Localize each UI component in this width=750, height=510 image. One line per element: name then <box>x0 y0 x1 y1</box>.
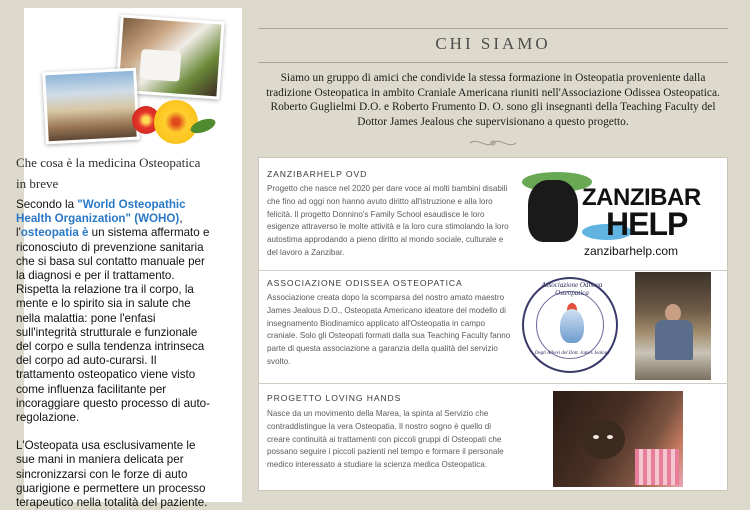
james-jealous-photo <box>635 272 711 380</box>
osteopath-description: L'Osteopata usa esclusivamente le sue mani in maniera delicata per sincronizzarsi con le forze di auto guarigione e permettere un processo terapeutico nella totalità del paziente. <box>16 439 208 510</box>
hand-icon <box>528 180 578 242</box>
section-divider <box>258 270 728 271</box>
dove-icon <box>560 309 584 343</box>
seal-top-text: Associazione Odissea Osteopatica <box>541 281 603 297</box>
left-heading: Che cosa è la medicina Osteopatica in breve <box>16 155 201 191</box>
osteopatia-term: osteopatia è <box>20 226 89 240</box>
ornament-icon <box>468 136 518 150</box>
odissea-seal-logo <box>522 277 618 373</box>
section-title-loving-hands: PROGETTO LOVING HANDS <box>267 393 402 403</box>
section-title-odissea: ASSOCIAZIONE ODISSEA OSTEOPATICA <box>267 278 463 288</box>
section-text-loving-hands: Nasce da un movimento della Marea, la spinta al Servizio che contraddistingue la vera Osteopatia. Il nostro sogno è quello di creare continuità ai trattamenti con piccoli gruppi di Osteopati che possano seguire i piccoli pazienti nel tempo e formare il personale medico interessato a studiare la scienza medica Osteopatica. <box>267 409 504 470</box>
osteopathy-definition: Secondo la "World Osteopathic Health Organization" (WOHO), l'osteopatia è un sistema affermato e riconosciuto di prevenzione sanitaria che si basa sul contatto manuale per la diagnosi e per il trattamento. Rispetta la relazione tra il corpo, la mente e lo spirito sia in salute che nella malattia: pone l'enfasi sull'integrità strutturale e funzionale del corpo e sulla tendenza intrinseca del corpo ad auto-curarsi. Il trattamento osteopatico viene visto come influenza facilitante per incoraggiare questo processo di auto-regolazione. <box>16 198 210 425</box>
section-title-zanzibarhelp: ZANZIBARHELP OVD <box>267 169 368 179</box>
title-rule-bottom <box>258 62 728 63</box>
intro-text: Siamo un gruppo di amici che condivide la stessa formazione in Osteopatia proveniente dalla tradizione Osteopatica in ambito Craniale Americana riuniti nell'Associazione Odissea Osteopatica. Roberto Guglielmi D.O. e Roberto Frumento D. O. sono gli insegnanti della Teaching Faculty del Dottor James Jealous che supervisionano a questo progetto. <box>266 72 720 128</box>
child-treatment-photo <box>553 391 683 487</box>
title-rule-top <box>258 28 728 29</box>
logo-url: zanzibarhelp.com <box>584 244 679 258</box>
hibiscus-flower-icon <box>154 100 198 144</box>
logo-word-help: HELP <box>606 206 688 242</box>
page-title: CHI SIAMO <box>435 34 551 53</box>
section-divider <box>258 383 728 384</box>
woho-link[interactable]: "World Osteopathic Health Organization" (WOHO) <box>16 198 186 226</box>
zanzibarhelp-logo[interactable] <box>522 170 726 262</box>
left-body-text <box>16 198 212 510</box>
section-text-zanzibarhelp: Progetto che nasce nel 2020 per dare voce ai molti bambini disabili che fino ad oggi non hanno avuto diritto all'istruzione e alla loro felicità. Il progetto Donnino's Family School esaudisce le loro esigenze attraverso le molte attività e la loro cura stimolando la loro autostima approdando a pieno diritto al mondo sociale, culturale e del lavoro a Zanzibar. <box>267 184 509 257</box>
classroom-photo <box>42 68 140 145</box>
seal-bottom-text: Degli Allievi del Dott. James Jealous <box>534 351 610 356</box>
section-text-odissea: Associazione creata dopo la scomparsa del nostro amato maestro James Jealous D.O., Osteopata Americano ideatore del modello di insegnamento Biodinamico applicato all'Osteopatia in campo craniale. Solo gli Osteopati formati dalla sua Teaching Faculty fanno parte di questa associazione a garanzia della qualità del servizio svolto. <box>267 293 511 366</box>
logo-word-zanzibar: ZANZIBAR <box>582 184 701 211</box>
